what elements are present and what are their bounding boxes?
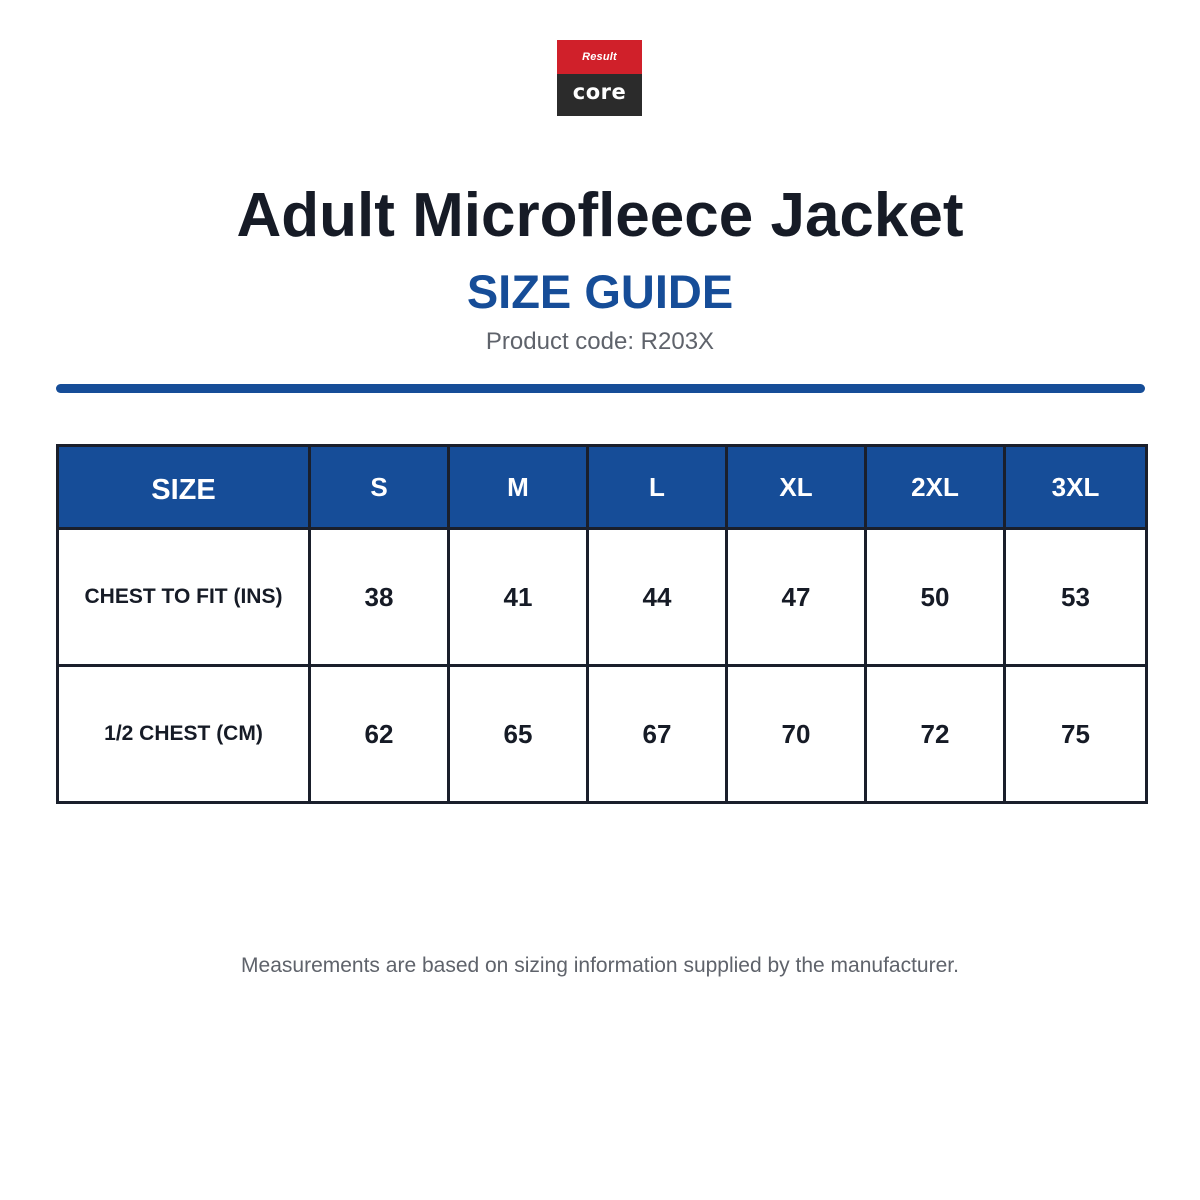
footnote: Measurements are based on sizing information supplied by the manufacturer. (241, 954, 959, 977)
table-cell: 50 (866, 529, 1005, 666)
header-cell: XL (727, 446, 866, 529)
product-code: Product code: R203X (485, 328, 715, 355)
page-subtitle: SIZE GUIDE (466, 265, 734, 318)
header-cell: S (310, 446, 449, 529)
size-table (56, 444, 1148, 804)
table-cell: 38 (310, 529, 449, 666)
header-cell: 3XL (1005, 446, 1147, 529)
header-cell: L (588, 446, 727, 529)
brand-logo (557, 40, 642, 116)
table-cell: 75 (1005, 666, 1147, 803)
table-cell: 41 (449, 529, 588, 666)
table-row (58, 666, 1147, 803)
table-cell: 65 (449, 666, 588, 803)
header-cell: 2XL (866, 446, 1005, 529)
logo-result-text: Result (557, 40, 642, 74)
table-row (58, 529, 1147, 666)
table-cell: 47 (727, 529, 866, 666)
table-cell: 62 (310, 666, 449, 803)
divider (56, 384, 1145, 393)
table-header-row (58, 446, 1147, 529)
header-cell-size: SIZE (58, 446, 310, 529)
header-cell: M (449, 446, 588, 529)
logo-core-text: core (557, 74, 642, 116)
table-cell: 70 (727, 666, 866, 803)
page-title: Adult Microfleece Jacket (236, 181, 964, 250)
row-label: 1/2 CHEST (CM) (58, 666, 310, 803)
table-cell: 67 (588, 666, 727, 803)
row-label: CHEST TO FIT (INS) (58, 529, 310, 666)
table-cell: 72 (866, 666, 1005, 803)
table-cell: 44 (588, 529, 727, 666)
table-cell: 53 (1005, 529, 1147, 666)
